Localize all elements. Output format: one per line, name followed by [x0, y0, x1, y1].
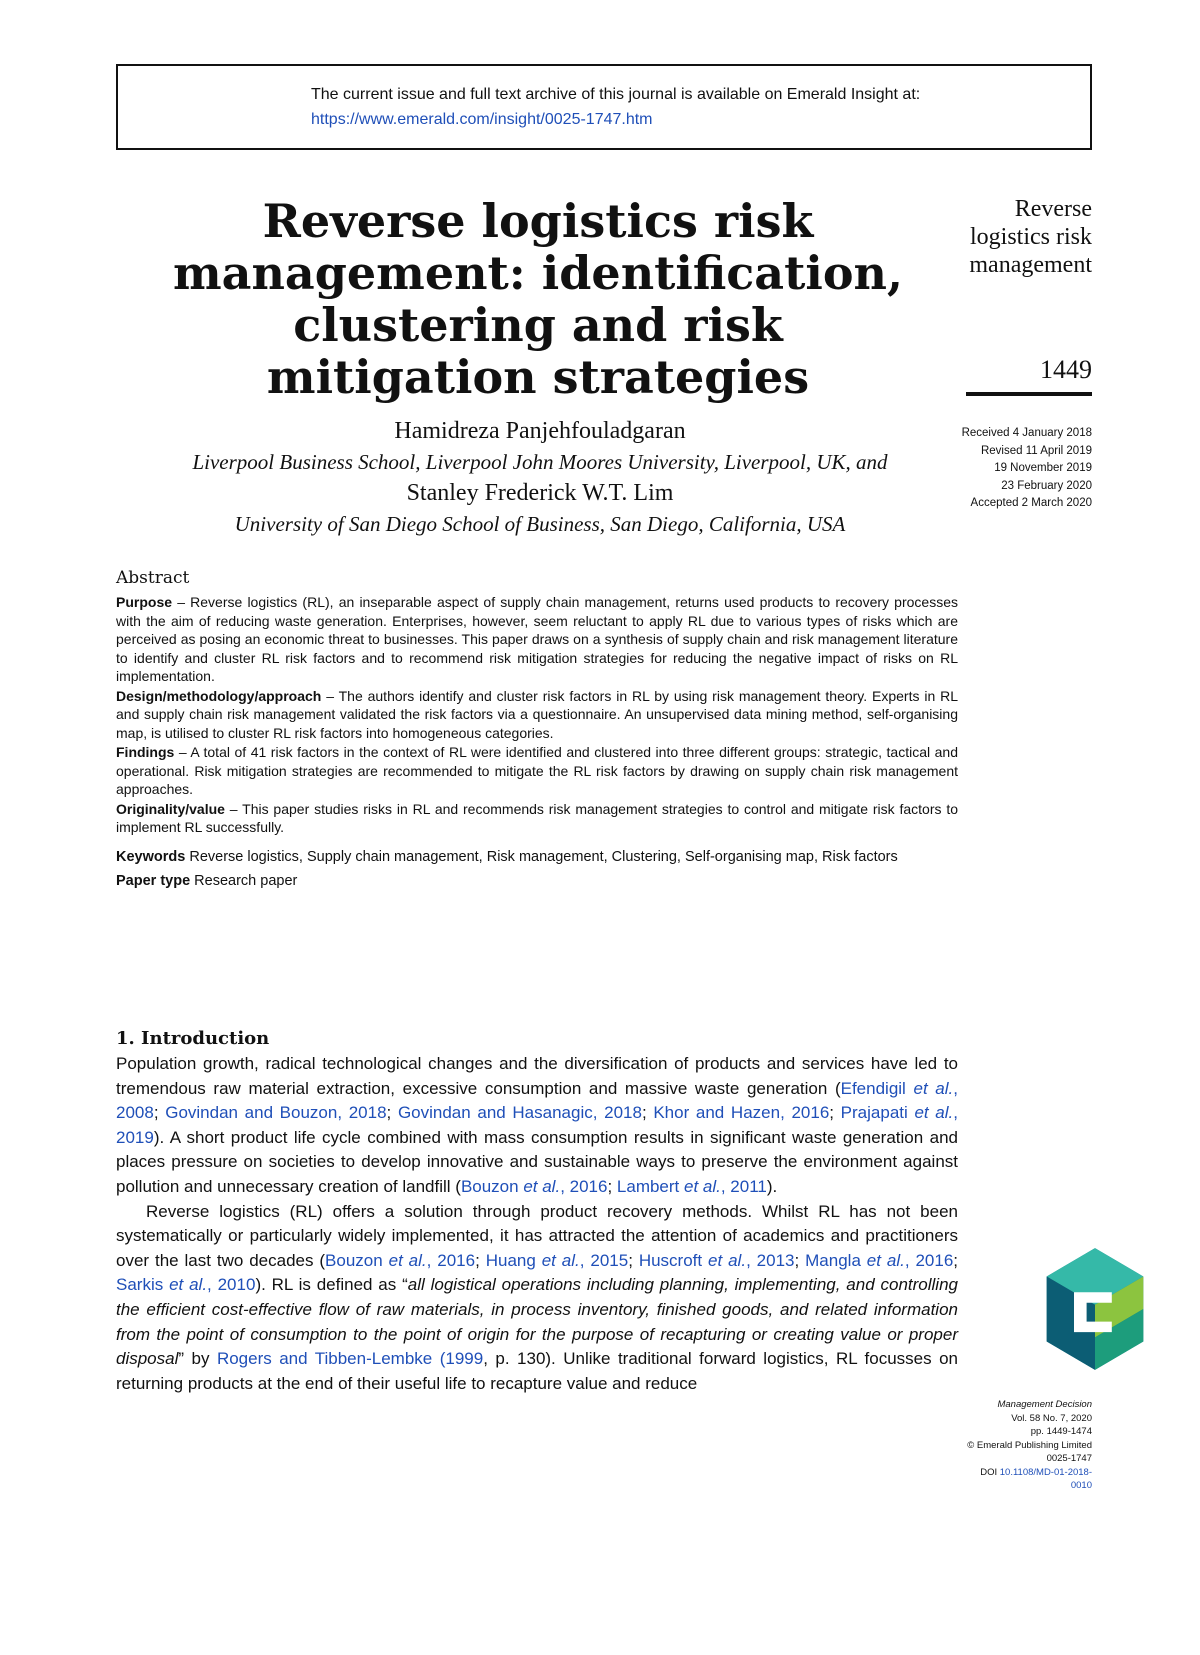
citation-link[interactable]: Rogers and Tibben-Lembke (1999 — [216, 1349, 484, 1369]
citation-link[interactable]: , 2019 — [116, 1103, 958, 1147]
citation-link[interactable]: Mangla — [805, 1250, 867, 1270]
publisher: © Emerald Publishing Limited — [967, 1439, 1092, 1451]
body-text: ; — [475, 1250, 486, 1270]
doi-label: DOI — [980, 1466, 998, 1478]
abstract-text: – A total of 41 risk factors in the context of RL were identified and clustered into three different groups: strategic, tactical and operational. Risk mitigation strategies are recommended to mitigate the RL risk factors by drawing on supply chain risk management approaches. — [116, 744, 958, 797]
abstract — [116, 567, 958, 894]
body-text: , p. 130). Unlike traditional forward logistics, RL focusses on returning products at the end of their useful life to recapture value and reduce — [116, 1349, 959, 1393]
paper-type-label: Paper type — [116, 872, 191, 889]
date-received: Received 4 January 2018 — [961, 427, 1092, 439]
journal-info — [960, 1398, 1092, 1493]
citation-link[interactable]: , 2015 — [579, 1250, 629, 1270]
citation-link[interactable]: et al. — [708, 1250, 747, 1270]
body-text: ; — [607, 1176, 617, 1196]
intro-paragraph — [116, 1200, 958, 1397]
author-affiliation: Liverpool Business School, Liverpool John Moores University, Liverpool, UK, and — [192, 450, 888, 474]
citation-link[interactable]: Bouzon — [325, 1250, 389, 1270]
section-heading: 1. Introduction — [116, 1028, 270, 1049]
citation-link[interactable]: Govindan and Hasanagic, 2018 — [397, 1103, 642, 1123]
italic-text: all logistical operations including planning, implementing, and controlling the efficient cost-effective flow of raw materials, in process inventory, finished goods, and related information from the point of consumption to the point of origin for the purpose of recapturing or creating value or proper disposal — [116, 1275, 958, 1369]
body-text: ; — [829, 1103, 841, 1123]
doi-line — [960, 1466, 1092, 1493]
citation-link[interactable]: et al. — [914, 1103, 954, 1123]
body-text: ; — [153, 1103, 166, 1123]
citation-link[interactable]: Lambert — [616, 1176, 684, 1196]
article-title: Reverse logistics risk management: identification, clustering and risk mitigation strategies — [173, 194, 903, 404]
citation-link[interactable]: Khor and Hazen, 2016 — [653, 1103, 830, 1123]
body-text: ). — [766, 1176, 778, 1196]
abstract-purpose — [116, 593, 958, 686]
submission-dates — [960, 425, 1092, 513]
abstract-text: – The authors identify and cluster risk factors in RL by using risk management theory. Experts in RL and supply chain risk management validated the risk factors via a questionnaire. An unsupervised data mining method, self-organising map, is utilised to cluster RL risk factors into homogeneous categories. — [116, 687, 958, 741]
author-name: Hamidreza Panjehfouladgaran — [394, 418, 686, 444]
running-title: Reverse logistics risk management — [969, 196, 1092, 278]
citation-link[interactable]: , 2010 — [207, 1275, 256, 1295]
citation-link[interactable]: , 2011 — [720, 1176, 767, 1196]
body-text: ). RL is defined as “ — [255, 1275, 408, 1295]
margin-rule — [966, 392, 1092, 396]
journal-pages: pp. 1449-1474 — [1030, 1426, 1092, 1437]
citation-link[interactable]: Sarkis — [116, 1275, 170, 1295]
citation-link[interactable]: Efendigil — [840, 1078, 914, 1098]
citation-link[interactable]: Govindan and Bouzon, 2018 — [165, 1103, 387, 1123]
citation-link[interactable]: , 2016 — [560, 1176, 608, 1196]
body-text: Reverse logistics (RL) offers a solution through product recovery methods. Whilst RL has not been systematically or particularly widely implemented, it has attracted the attention of academics and practitioners over the last two decades ( — [116, 1201, 958, 1270]
citation-link[interactable]: et al. — [523, 1176, 561, 1196]
body-text: ; — [953, 1250, 959, 1270]
journal-volume: Vol. 58 No. 7, 2020 — [1011, 1412, 1092, 1424]
author-name: Stanley Frederick W.T. Lim — [406, 480, 674, 506]
citation-link[interactable]: , 2016 — [426, 1250, 476, 1270]
journal-url-link[interactable]: https://www.emerald.com/insight/0025-1747.htm — [311, 111, 653, 128]
body-text: Population growth, radical technological changes and the diversification of products and services have led to tremendous raw material extraction, excessive consumption and massive waste generation ( — [116, 1054, 958, 1098]
body-text: ; — [641, 1103, 654, 1123]
abstract-label: Originality/value — [116, 800, 225, 817]
abstract-text: – This paper studies risks in RL and recommends risk management strategies to control and mitigate risk factors to implement RL successfully. — [116, 800, 958, 835]
body-text: ; — [628, 1250, 639, 1270]
doi-link[interactable]: 10.1108/MD-01-2018-0010 — [999, 1466, 1092, 1491]
citation-link[interactable]: et al. — [913, 1078, 954, 1098]
abstract-heading: Abstract — [116, 568, 190, 588]
author-affiliation: University of San Diego School of Business, San Diego, California, USA — [234, 512, 846, 536]
citation-link[interactable]: , 2008 — [116, 1078, 958, 1123]
keywords-text: Reverse logistics, Supply chain management, Risk management, Clustering, Self-organising map, Risk factors — [185, 848, 898, 865]
journal-availability-banner — [116, 64, 1092, 150]
citation-link[interactable]: Prajapati — [840, 1103, 915, 1123]
abstract-design — [116, 687, 958, 743]
issn: 0025-1747 — [1046, 1453, 1092, 1464]
banner-text: The current issue and full text archive of this journal is available on Emerald Insight at: — [311, 86, 921, 103]
emerald-logo-icon — [1040, 1246, 1150, 1372]
citation-link[interactable]: et al. — [388, 1250, 427, 1270]
body-text: ; — [386, 1103, 398, 1123]
citation-link[interactable]: Huang — [485, 1250, 542, 1270]
citation-link[interactable]: , 2013 — [746, 1250, 795, 1270]
abstract-label: Design/methodology/approach — [116, 687, 322, 704]
abstract-label: Purpose — [116, 594, 173, 610]
citation-link[interactable]: et al. — [541, 1250, 580, 1270]
author-block — [110, 415, 970, 539]
citation-link[interactable]: et al. — [169, 1275, 208, 1295]
abstract-text: – Reverse logistics (RL), an inseparable aspect of supply chain management, returns used products to recovery processes with the aim of reducing waste generation. Enterprises, however, seem reluctant to apply RL due to various types of risks which are perceived as posing an economic threat to businesses. This paper draws on a synthesis of supply chain and risk management literature to identify and cluster RL risk factors and to recommend risk mitigation strategies for reducing the negative impact of risks on RL implementation. — [116, 594, 958, 684]
citation-link[interactable]: et al. — [684, 1176, 721, 1196]
date-revised: 23 February 2020 — [1001, 479, 1092, 492]
journal-name: Management Decision — [997, 1399, 1092, 1410]
abstract-label: Findings — [116, 744, 175, 760]
abstract-findings — [116, 743, 958, 799]
citation-link[interactable]: Huscroft — [638, 1250, 709, 1270]
introduction-section — [116, 1028, 958, 1396]
keywords-label: Keywords — [116, 848, 186, 865]
abstract-originality — [116, 800, 958, 837]
date-revised: 19 November 2019 — [994, 462, 1092, 474]
date-accepted: Accepted 2 March 2020 — [970, 497, 1092, 509]
intro-paragraph — [116, 1052, 958, 1200]
keywords — [116, 845, 958, 893]
paper-type-text: Research paper — [190, 872, 298, 889]
body-text: ; — [794, 1250, 806, 1270]
citation-link[interactable]: et al. — [866, 1250, 905, 1270]
body-text: ). A short product life cycle combined with mass consumption results in significant waste generation and places pressure on societies to develop innovative and sustainable ways to preserve the environment against pollution and unnecessary creation of landfill ( — [116, 1127, 958, 1196]
citation-link[interactable]: , 2016 — [904, 1250, 954, 1270]
citation-link[interactable]: Bouzon — [460, 1176, 524, 1196]
date-revised: Revised 11 April 2019 — [980, 444, 1092, 457]
body-text: ” by — [178, 1349, 217, 1369]
page-number: 1449 — [1040, 355, 1092, 384]
